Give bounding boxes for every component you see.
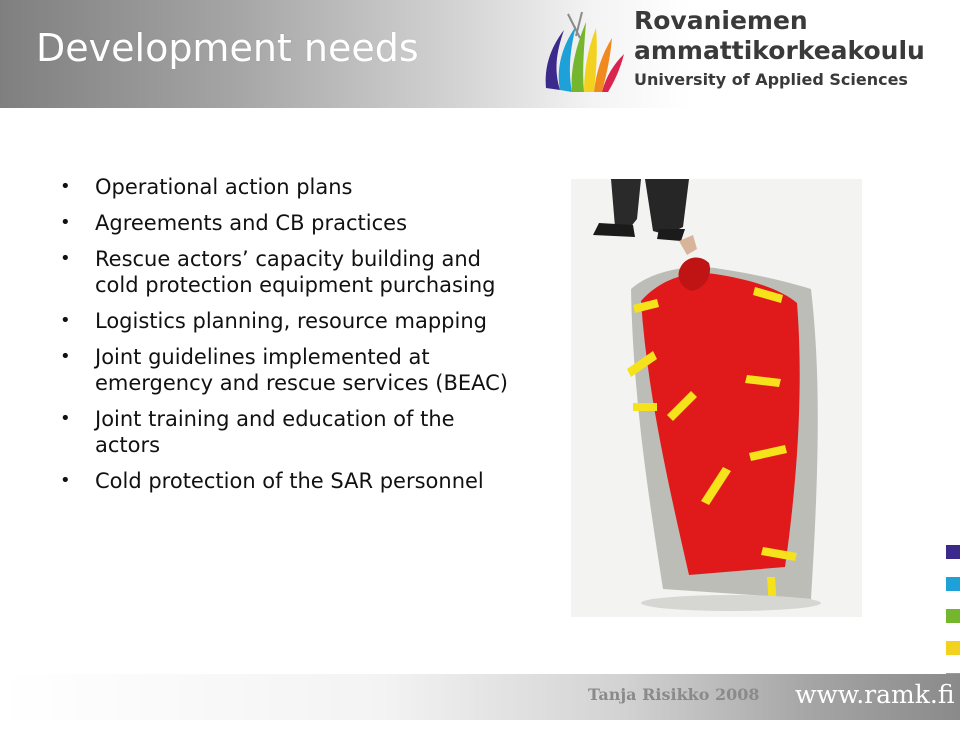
footer-author: Tanja Risikko 2008 — [588, 685, 760, 704]
bullet-item — [56, 174, 516, 200]
bullet-dot-icon: • — [60, 470, 71, 491]
footer-website: www.ramk.fi — [795, 680, 955, 709]
bullet-text: Operational action plans — [95, 175, 353, 199]
bullet-text: Rescue actors’ capacity building and cold protection equipment purchasing — [95, 247, 496, 297]
bullet-item — [56, 210, 516, 236]
purple-square-icon — [946, 545, 960, 559]
bullet-text: Cold protection of the SAR personnel — [95, 469, 484, 493]
bullet-list — [56, 174, 516, 504]
bullet-dot-icon: • — [60, 176, 71, 197]
bullet-item — [56, 468, 516, 494]
bullet-text: Joint guidelines implemented at emergency and rescue services (BEAC) — [95, 345, 508, 395]
bullet-text: Joint training and education of the actors — [95, 407, 455, 457]
slide-title: Development needs — [36, 26, 419, 70]
bullet-dot-icon: • — [60, 310, 71, 331]
bullet-dot-icon: • — [60, 408, 71, 429]
blue-square-icon — [946, 577, 960, 591]
bullet-dot-icon: • — [60, 212, 71, 233]
green-square-icon — [946, 609, 960, 623]
bullet-text: Logistics planning, resource mapping — [95, 309, 487, 333]
rescue-bag-photo — [571, 179, 862, 617]
bullet-dot-icon: • — [60, 248, 71, 269]
rainbow-fan-logo-icon — [536, 8, 628, 100]
yellow-square-icon — [946, 641, 960, 655]
logo-name-line3: University of Applied Sciences — [634, 70, 908, 89]
bullet-dot-icon: • — [60, 346, 71, 367]
logo-name-line2: ammattikorkeakoulu — [634, 36, 925, 65]
bullet-item — [56, 344, 516, 396]
logo-text — [634, 6, 925, 92]
bullet-item — [56, 246, 516, 298]
bullet-item — [56, 308, 516, 334]
bullet-text: Agreements and CB practices — [95, 211, 408, 235]
bullet-item — [56, 406, 516, 458]
logo-name-line1: Rovaniemen — [634, 6, 808, 35]
